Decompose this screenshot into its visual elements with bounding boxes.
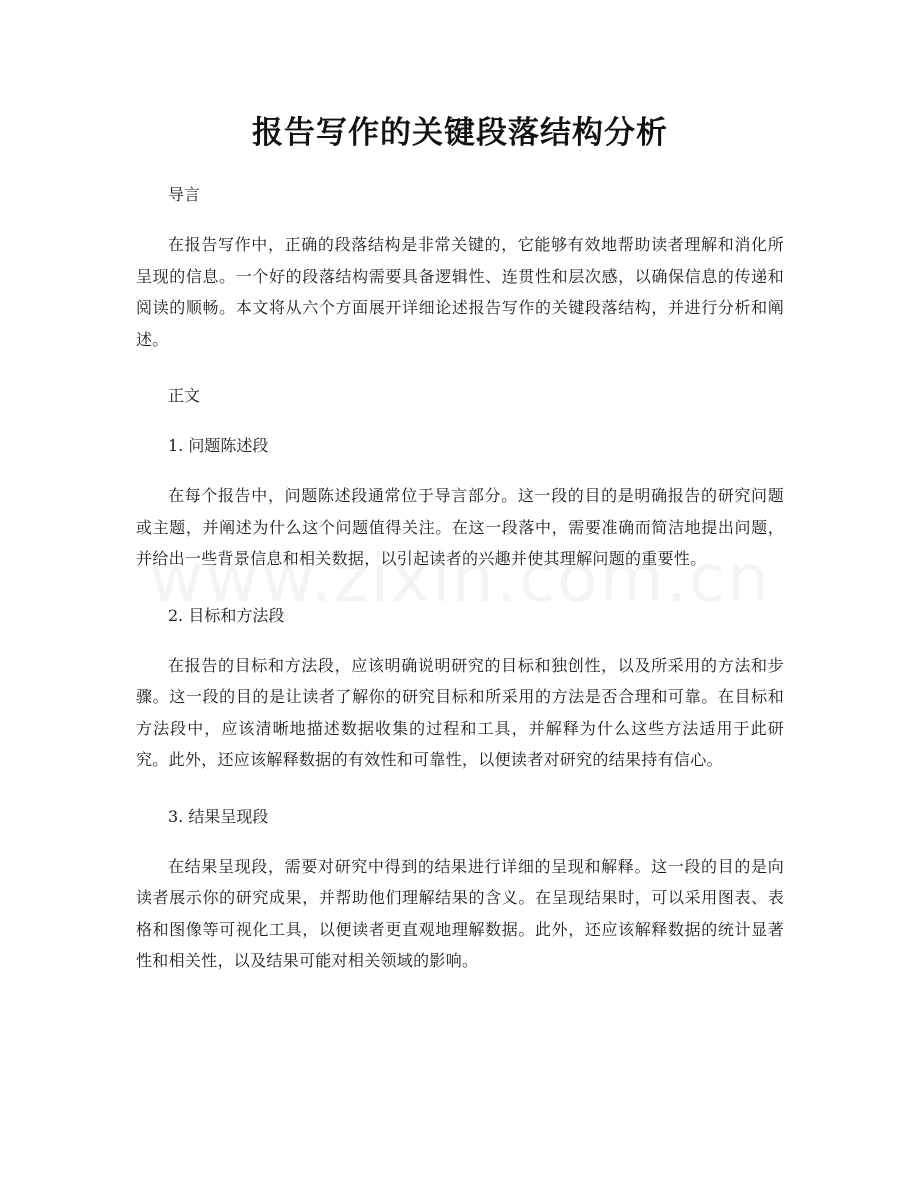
- section-paragraph-goals-methods: 在报告的目标和方法段，应该明确说明研究的目标和独创性，以及所采用的方法和步骤。这一段的目的是让读者了解你的研究目标和所采用的方法是否合理和可靠。在目标和方法段中，应该清晰地描述数据收集的过程和工具，并解释为什么这些方法适用于此研究。此外，还应该解释数据的有效性和可靠性，以便读者对研究的结果持有信心。: [136, 655, 784, 769]
- section-heading-intro: 导言: [168, 185, 201, 204]
- section-paragraph-results: 在结果呈现段，需要对研究中得到的结果进行详细的呈现和解释。这一段的目的是向读者展示你的研究成果，并帮助他们理解结果的含义。在呈现结果时，可以采用图表、表格和图像等可视化工具，以便读者更直观地理解数据。此外，还应该解释数据的统计显著性和相关性，以及结果可能对相关领域的影响。: [136, 856, 784, 970]
- section-paragraph-problem: 在每个报告中，问题陈述段通常位于导言部分。这一段的目的是明确报告的研究问题或主题，并阐述为什么这个问题值得关注。在这一段落中，需要准确而简洁地提出问题，并给出一些背景信息和相关数据，以引起读者的兴趣并使其理解问题的重要性。: [136, 486, 784, 568]
- section-paragraph-intro: 在报告写作中，正确的段落结构是非常关键的，它能够有效地帮助读者理解和消化所呈现的信息。一个好的段落结构需要具备逻辑性、连贯性和层次感，以确保信息的传递和阅读的顺畅。本文将从六个方面展开详细论述报告写作的关键段落结构，并进行分析和阐述。: [136, 235, 784, 349]
- section-heading-body: 正文: [168, 386, 201, 405]
- document-title: 报告写作的关键段落结构分析: [252, 115, 668, 151]
- section-heading-goals-methods: 2. 目标和方法段: [168, 605, 285, 625]
- document-body: [136, 179, 784, 977]
- section-heading-problem: 1. 问题陈述段: [168, 436, 269, 455]
- section-heading-results: 3. 结果呈现段: [168, 806, 269, 826]
